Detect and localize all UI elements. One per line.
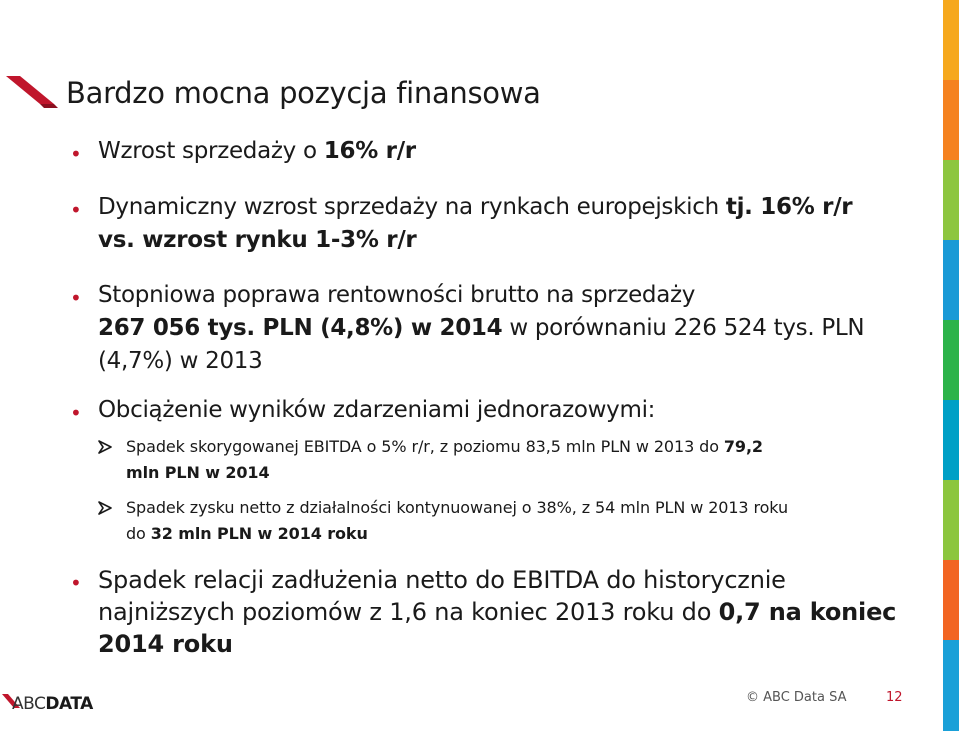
bullet-debt-line2 <box>98 596 896 628</box>
bullet-bold: tj. 16% r/r <box>725 194 853 220</box>
bullet-europe-growth <box>98 192 852 223</box>
stripe-segment <box>943 560 959 640</box>
bullet-dot-icon: • <box>70 401 82 425</box>
arrow-bullet-icon <box>98 501 112 515</box>
bullet-debt-line3 <box>98 628 233 660</box>
sub-bullet-ebitda-line2 <box>126 460 269 485</box>
bullet-bold: 2014 roku <box>98 630 233 658</box>
bullet-text: najniższych poziomów z 1,6 na koniec 2013 roku do <box>98 598 719 626</box>
sub-bullet-bold: 79,2 <box>723 437 763 456</box>
bullet-bold: 0,7 na koniec <box>718 598 897 626</box>
slide-title: Bardzo mocna pozycja finansowa <box>66 76 541 110</box>
bullet-one-off-events: Obciążenie wyników zdarzeniami jednorazowymi: <box>98 397 656 423</box>
bullet-europe-growth-line2 <box>98 225 416 256</box>
sub-bullet-ebitda-line1 <box>126 434 763 459</box>
bullet-dot-icon: • <box>70 571 82 595</box>
bullet-text: w porównaniu 226 524 tys. PLN <box>502 315 865 341</box>
stripe-segment <box>943 640 959 731</box>
bullet-margin-line1: Stopniowa poprawa rentowności brutto na sprzedaży <box>98 282 696 308</box>
logo-part1: ABC <box>12 694 46 714</box>
sub-bullet-net-profit-line1: Spadek zysku netto z działalności kontynuowanej o 38%, z 54 mln PLN w 2013 roku <box>126 498 789 517</box>
bullet-margin-line2 <box>98 313 864 344</box>
bullet-margin-line3: (4,7%) w 2013 <box>98 348 263 374</box>
footer-logo <box>12 694 93 714</box>
stripe-segment <box>943 480 959 560</box>
sub-bullet-net-profit-line2 <box>126 521 368 546</box>
stripe-segment <box>943 240 959 320</box>
color-stripe <box>943 0 959 731</box>
stripe-segment <box>943 400 959 480</box>
title-chevron-icon <box>6 74 58 108</box>
bullet-bold: vs. wzrost rynku 1-3% r/r <box>98 227 417 253</box>
bullet-dot-icon: • <box>70 198 82 222</box>
sub-bullet-text: Spadek skorygowanej EBITDA o 5% r/r, z poziomu 83,5 mln PLN w 2013 do <box>126 437 724 456</box>
bullet-dot-icon: • <box>70 286 82 310</box>
bullet-bold: 267 056 tys. PLN (4,8%) w 2014 <box>98 315 503 341</box>
bullet-text: Wzrost sprzedaży o <box>98 138 324 164</box>
sub-bullet-text: do <box>126 524 151 543</box>
bullet-debt-line1: Spadek relacji zadłużenia netto do EBITDA do historycznie <box>98 566 786 594</box>
arrow-bullet-icon <box>98 440 112 454</box>
stripe-segment <box>943 160 959 240</box>
bullet-text: Dynamiczny wzrost sprzedaży na rynkach europejskich <box>98 194 726 220</box>
bullet-bold: 16% r/r <box>323 138 416 164</box>
bullet-dot-icon: • <box>70 142 82 166</box>
stripe-segment <box>943 80 959 160</box>
sub-bullet-bold: 32 mln PLN w 2014 roku <box>150 524 368 543</box>
logo-part2: DATA <box>45 694 93 714</box>
footer-copyright: © ABC Data SA <box>746 690 847 705</box>
stripe-segment <box>943 0 959 80</box>
sub-bullet-bold: mln PLN w 2014 <box>126 463 270 482</box>
page-number: 12 <box>886 690 903 705</box>
stripe-segment <box>943 320 959 400</box>
bullet-sales-growth <box>98 136 416 167</box>
